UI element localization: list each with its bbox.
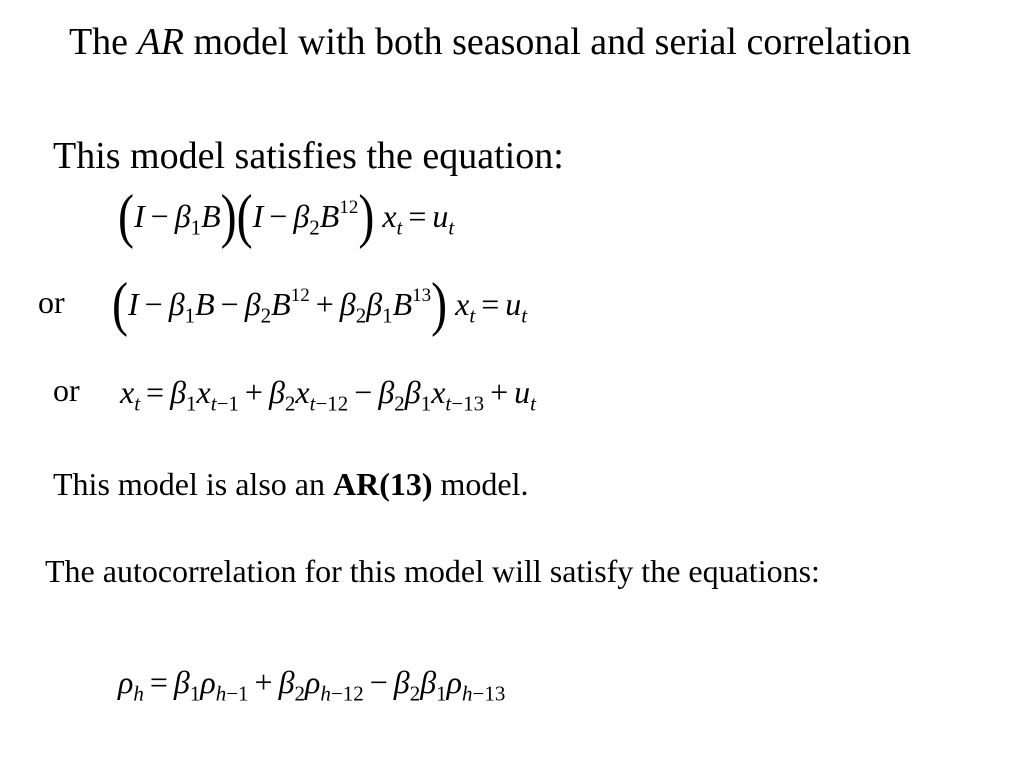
note-bold: AR(13): [332, 466, 433, 502]
or-label-1: or: [38, 284, 65, 320]
equation-1: $(I - \beta_1B)(I - \beta_2B^{12})$ $x_t = u_t$: [118, 183, 455, 250]
note-prefix: This model is also an: [53, 466, 333, 502]
equation-3: $x_t = \beta_1x_{t-1} + \beta_2x_{t-12} - \beta_2\beta_1x_{t-13} + u_t$: [120, 374, 536, 416]
intro-text: This model satisfies the equation:: [53, 135, 564, 177]
title-prefix: The: [68, 21, 138, 63]
title-ar: AR: [137, 21, 184, 63]
equation-4: $\rho_h = \beta_1\rho_{h-1} + \beta_2\rho_{h-12} - \beta_2\beta_1\rho_{h-13}$: [118, 664, 506, 706]
autocorrelation-text: The autocorrelation for this model will satisfy the equations:: [45, 553, 820, 589]
equation-2: $(I - \beta_1B - \beta_2B^{12} + \beta_2\beta_1B^{13})$ $x_t = u_t$: [112, 271, 528, 338]
or-label-2: or: [53, 372, 80, 408]
note-suffix: model.: [432, 466, 529, 502]
title-rest: model with both seasonal and serial correlation: [183, 21, 912, 63]
ar13-note: [53, 464, 528, 504]
slide-title: [0, 16, 980, 68]
